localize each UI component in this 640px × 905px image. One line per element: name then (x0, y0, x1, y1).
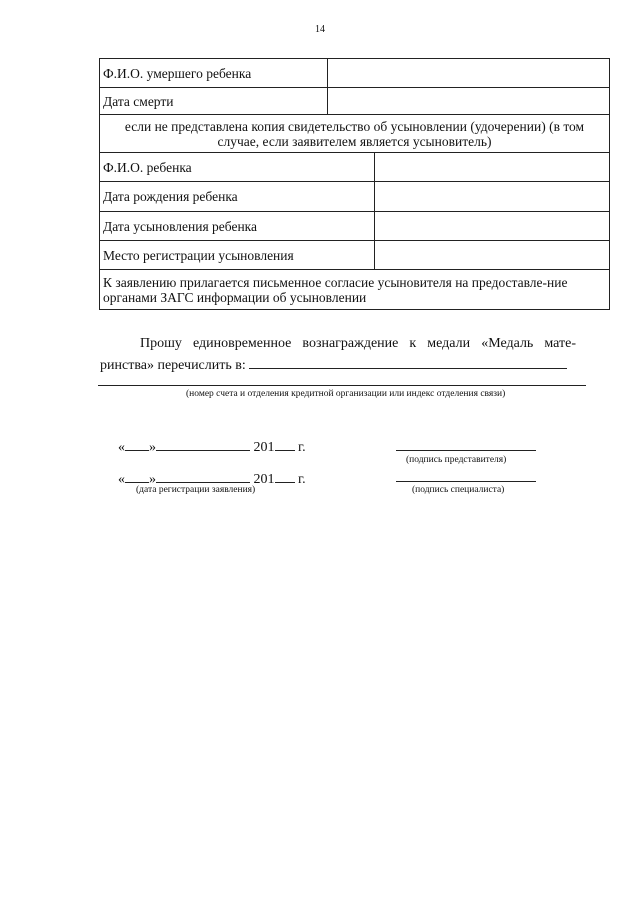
row-label: Дата усыновления ребенка (100, 212, 375, 241)
row-value-field[interactable] (375, 241, 610, 270)
table-row (100, 182, 610, 212)
table-row (100, 115, 610, 153)
table-row (100, 153, 610, 182)
row-label: Дата рождения ребенка (100, 182, 375, 212)
open-quote: « (118, 440, 125, 455)
specialist-signature-caption: (подпись специалиста) (412, 485, 505, 495)
row-label: Ф.И.О. ребенка (100, 153, 375, 182)
page-number: 14 (315, 24, 325, 35)
child-info-table (99, 58, 610, 310)
day-field[interactable] (125, 469, 149, 483)
table-row (100, 270, 610, 310)
row-label: Ф.И.О. умершего ребенка (100, 59, 328, 88)
close-quote: » (149, 472, 156, 487)
registration-date-caption: (дата регистрации заявления) (136, 485, 256, 495)
account-caption: (номер счета и отделения кредитной организации или индекс отделения связи) (186, 389, 506, 399)
table-row (100, 212, 610, 241)
row-label: Дата смерти (100, 88, 328, 115)
table-row (100, 88, 610, 115)
payment-request (100, 333, 576, 376)
row-value-field[interactable] (375, 153, 610, 182)
year-prefix: 201 (253, 472, 275, 487)
open-quote: « (118, 472, 125, 487)
consent-note: К заявлению прилагается письменное согласие усыновителя на предоставле-ние органами ЗАГС информации об усыновлении (100, 270, 610, 310)
account-input-line[interactable] (249, 354, 567, 369)
table-row (100, 241, 610, 270)
adoption-note: если не представлена копия свидетельство об усыновлении (удочерении) (в том случае, если заявителем является усыновитель) (100, 115, 610, 153)
year-suffix: г. (298, 472, 306, 487)
row-value-field[interactable] (328, 59, 610, 88)
row-value-field[interactable] (375, 212, 610, 241)
request-text-line2 (100, 354, 576, 376)
year-field[interactable] (275, 469, 295, 483)
representative-date (118, 437, 306, 456)
month-field[interactable] (156, 469, 250, 483)
specialist-signature-line[interactable] (396, 481, 536, 482)
row-value-field[interactable] (328, 88, 610, 115)
year-suffix: г. (298, 440, 306, 455)
account-input-line-2[interactable] (98, 385, 586, 386)
month-field[interactable] (156, 437, 250, 451)
representative-signature-line[interactable] (396, 450, 536, 451)
row-label: Место регистрации усыновления (100, 241, 375, 270)
row-value-field[interactable] (375, 182, 610, 212)
year-field[interactable] (275, 437, 295, 451)
representative-signature-caption: (подпись представителя) (406, 455, 507, 465)
request-text-line1: Прошу единовременное вознаграждение к медали «Медаль мате- (140, 336, 576, 351)
table-row (100, 59, 610, 88)
close-quote: » (149, 440, 156, 455)
request-text-prefix: ринства» перечислить в: (100, 358, 246, 373)
year-prefix: 201 (253, 440, 275, 455)
day-field[interactable] (125, 437, 149, 451)
